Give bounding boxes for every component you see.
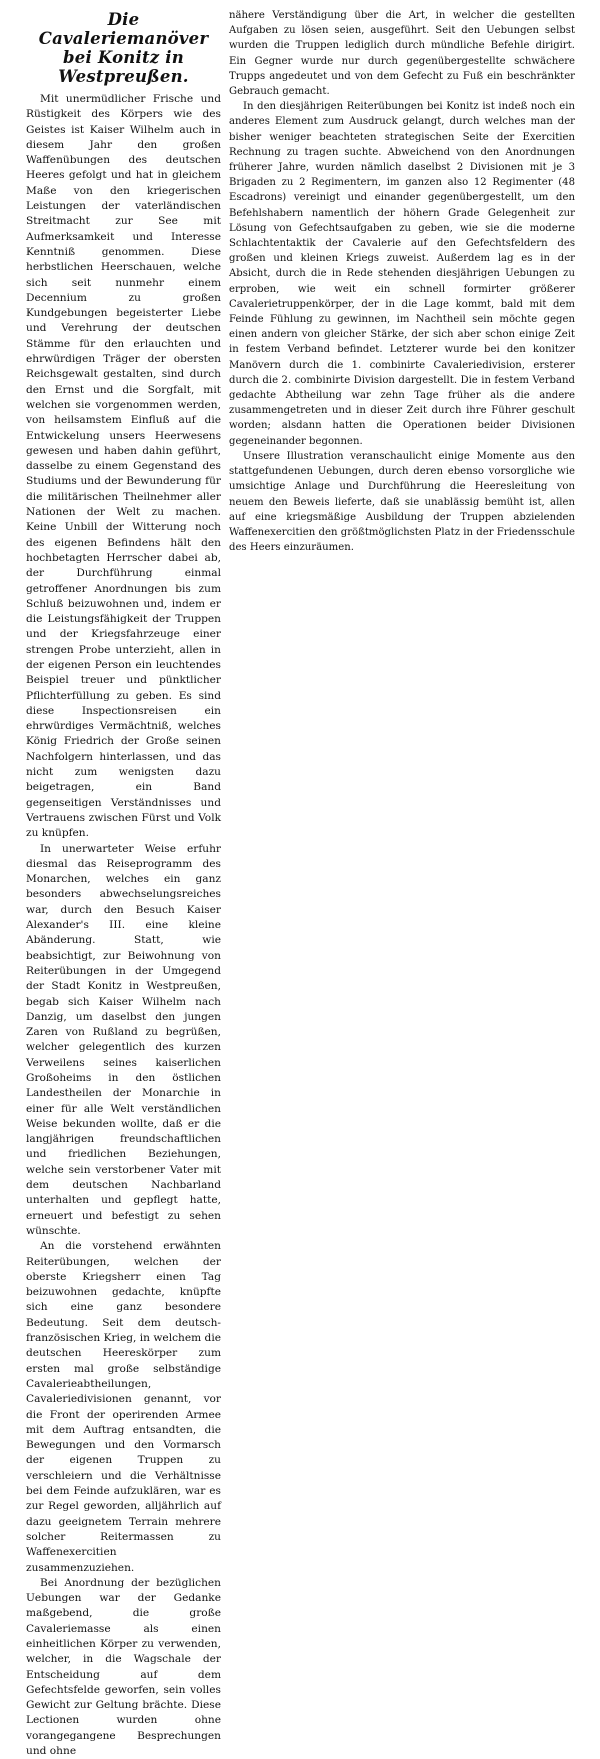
article-title: Die Cavaleriemanöver bei Konitz in Westpreußen. (38, 10, 209, 86)
left-column (26, 8, 221, 1759)
paragraph-5: In den diesjährigen Reiterübungen bei Konitz ist indeß noch ein anderes Element zum Ausdruck gelangt, durch welches man der bisher weniger beachteten strategischen Seite der Exercitien Rechnung zu tragen suchte. Abweichend von den Anordnungen früherer Jahre, wurden nämlich daselbst 2 Divisionen mit je 3 Brigaden zu 2 Regimentern, im ganzen also 12 Regimenter (48 Escadrons) vereinigt und einander gegenübergestellt, um den Befehlshabern namentlich der höhern Grade Gelegenheit zur Lösung von Gefechtsaufgaben zu geben, wie sie die moderne Schlachtentaktik der Cavalerie auf den Gefechtsfeldern des großen und kleinen Kriegs zuweist. Außerdem lag es in der Absicht, durch die in Rede stehenden diesjährigen Uebungen zu erproben, wie weit ein schnell formirter größerer Cavalerietruppenkörper, der in die Lage kommt, bald mit dem Feinde Fühlung zu gewinnen, im Nachtheil sein möchte gegen einen andern von gleicher Stärke, der sich aber schon einige Zeit in festem Verband befindet. Letzterer wurde bei den konitzer Manövern durch die 1. combinirte Cavaleriedivision, ersterer durch die 2. combinirte Division dargestellt. Die in festem Verband gedachte Abtheilung war zehn Tage früher als die andere zusammengetreten und in dieser Zeit durch ihre Führer geschult worden; alsdann hatten die Operationen beider Divisionen gegeneinander begonnen. (229, 101, 575, 447)
paragraph-2: In unerwarteter Weise erfuhr diesmal das Reiseprogramm des Monarchen, welches ein ganz besonders abwechselungsreiches war, durch den Besuch Kaiser Alexander's III. eine kleine Abänderung. Statt, wie beabsichtigt, zur Beiwohnung von Reiterübungen in der Umgegend der Stadt Konitz in Westpreußen, begab sich Kaiser Wilhelm nach Danzig, um daselbst den jungen Zaren von Rußland zu begrüßen, welcher gelegentlich des kurzen Verweilens seines kaiserlichen Großoheims in den östlichen Landestheilen der Monarchie in einer für alle Welt verständlichen Weise bekunden wollte, daß er die langjährigen freundschaftlichen und friedlichen Beziehungen, welche sein verstorbener Vater mit dem deutschen Nachbarland unterhalten und gepflegt hatte, erneuert und befestigt zu sehen wünschte. (26, 842, 221, 1237)
paragraph-6: Unsere Illustration veranschaulicht einige Momente aus den stattgefundenen Uebungen, durch deren ebenso vorsorgliche wie umsichtige Anlage und Durchführung die Heeresleitung von neuem den Beweis lieferte, daß sie unablässig bemüht ist, allen auf eine kriegsmäßige Ausbildung der Truppen abzielenden Waffenexercitien den größtmöglichsten Platz in der Friedensschule des Heers einzuräumen. (229, 450, 575, 554)
paragraph-3: An die vorstehend erwähnten Reiterübungen, welchen der oberste Kriegsherr einen Tag beizuwohnen gedachte, knüpfte sich eine ganz besondere Bedeutung. Seit dem deutsch-französischen Krieg, in welchem die deutschen Heereskörper zum ersten mal große selbständige Cavalerieabtheilungen, Cavaleriedivisionen genannt, vor die Front der operirenden Armee mit dem Auftrag entsandten, die Bewegungen und den Vormarsch der eigenen Truppen zu verschleiern und die Verhältnisse bei dem Feinde aufzuklären, war es zur Regel geworden, alljährlich auf dazu geeignetem Terrain mehrere solcher Reitermassen zu Waffenexercitien zusammenzuziehen. (26, 1240, 221, 1574)
paragraph-4: Bei Anordnung der bezüglichen Uebungen war der Gedanke maßgebend, die große Cavaleriemasse als einen einheitlichen Körper zu verwenden, welcher, in die Wagschale der Entscheidung auf dem Gefechtsfelde geworfen, sein volles Gewicht zur Geltung brächte. Diese Lectionen wurden ohne vorangegangene Besprechungen und ohne (26, 1576, 221, 1758)
right-column (229, 8, 575, 555)
paragraph-1: Mit unermüdlicher Frische und Rüstigkeit des Körpers wie des Geistes ist Kaiser Wilhelm auch in diesem Jahr den großen Waffenübungen des deutschen Heeres gefolgt und hat in gleichem Maße von den kriegerischen Leistungen der vaterländischen Streitmacht zur See mit Aufmerksamkeit und Interesse Kenntniß genommen. Diese herbstlichen Heerschauen, welche sich seit nunmehr einem Decennium zu großen Kundgebungen begeisterter Liebe und Verehrung der deutschen Stämme für den erlauchten und ehrwürdigen Träger der obersten Reichsgewalt gestalten, sind durch den Ernst und die Sorgfalt, mit welchen sie vorgenommen werden, von heilsamstem Einfluß auf die Entwickelung unsers Heerwesens gewesen und haben dahin geführt, dasselbe zu einem Gegenstand des Studiums und der Bewunderung für die militärischen Theilnehmer aller Nationen der Welt zu machen. Keine Unbill der Witterung noch des eigenen Befindens hält den hochbetagten Herrscher dabei ab, der Durchführung einmal getroffener Anordnungen bis zum Schluß beizuwohnen und, indem er die Leistungsfähigkeit der Truppen und der Kriegsfahrzeuge einer strengen Probe unterzieht, allen in der eigenen Person ein leuchtendes Beispiel treuer und pünktlicher Pflichterfüllung zu geben. Es sind diese Inspectionsreisen ein ehrwürdiges Vermächtniß, welches König Friedrich der Große seinen Nachfolgern hinterlassen, und das nicht zum wenigsten dazu beigetragen, ein Band gegenseitigen Verständnisses und Vertrauens zwischen Fürst und Volk zu knüpfen. (26, 93, 221, 840)
paragraph-4-continued: nähere Verständigung über die Art, in welcher die gestellten Aufgaben zu lösen seien, ausgeführt. Seit den Uebungen selbst wurden die Truppen lediglich durch mündliche Befehle dirigirt. Ein Gegner wurde nur durch gegenübergestellte schwächere Trupps angedeutet und von dem Gefecht zu Fuß ein beschränkter Gebrauch gemacht. (229, 10, 575, 98)
